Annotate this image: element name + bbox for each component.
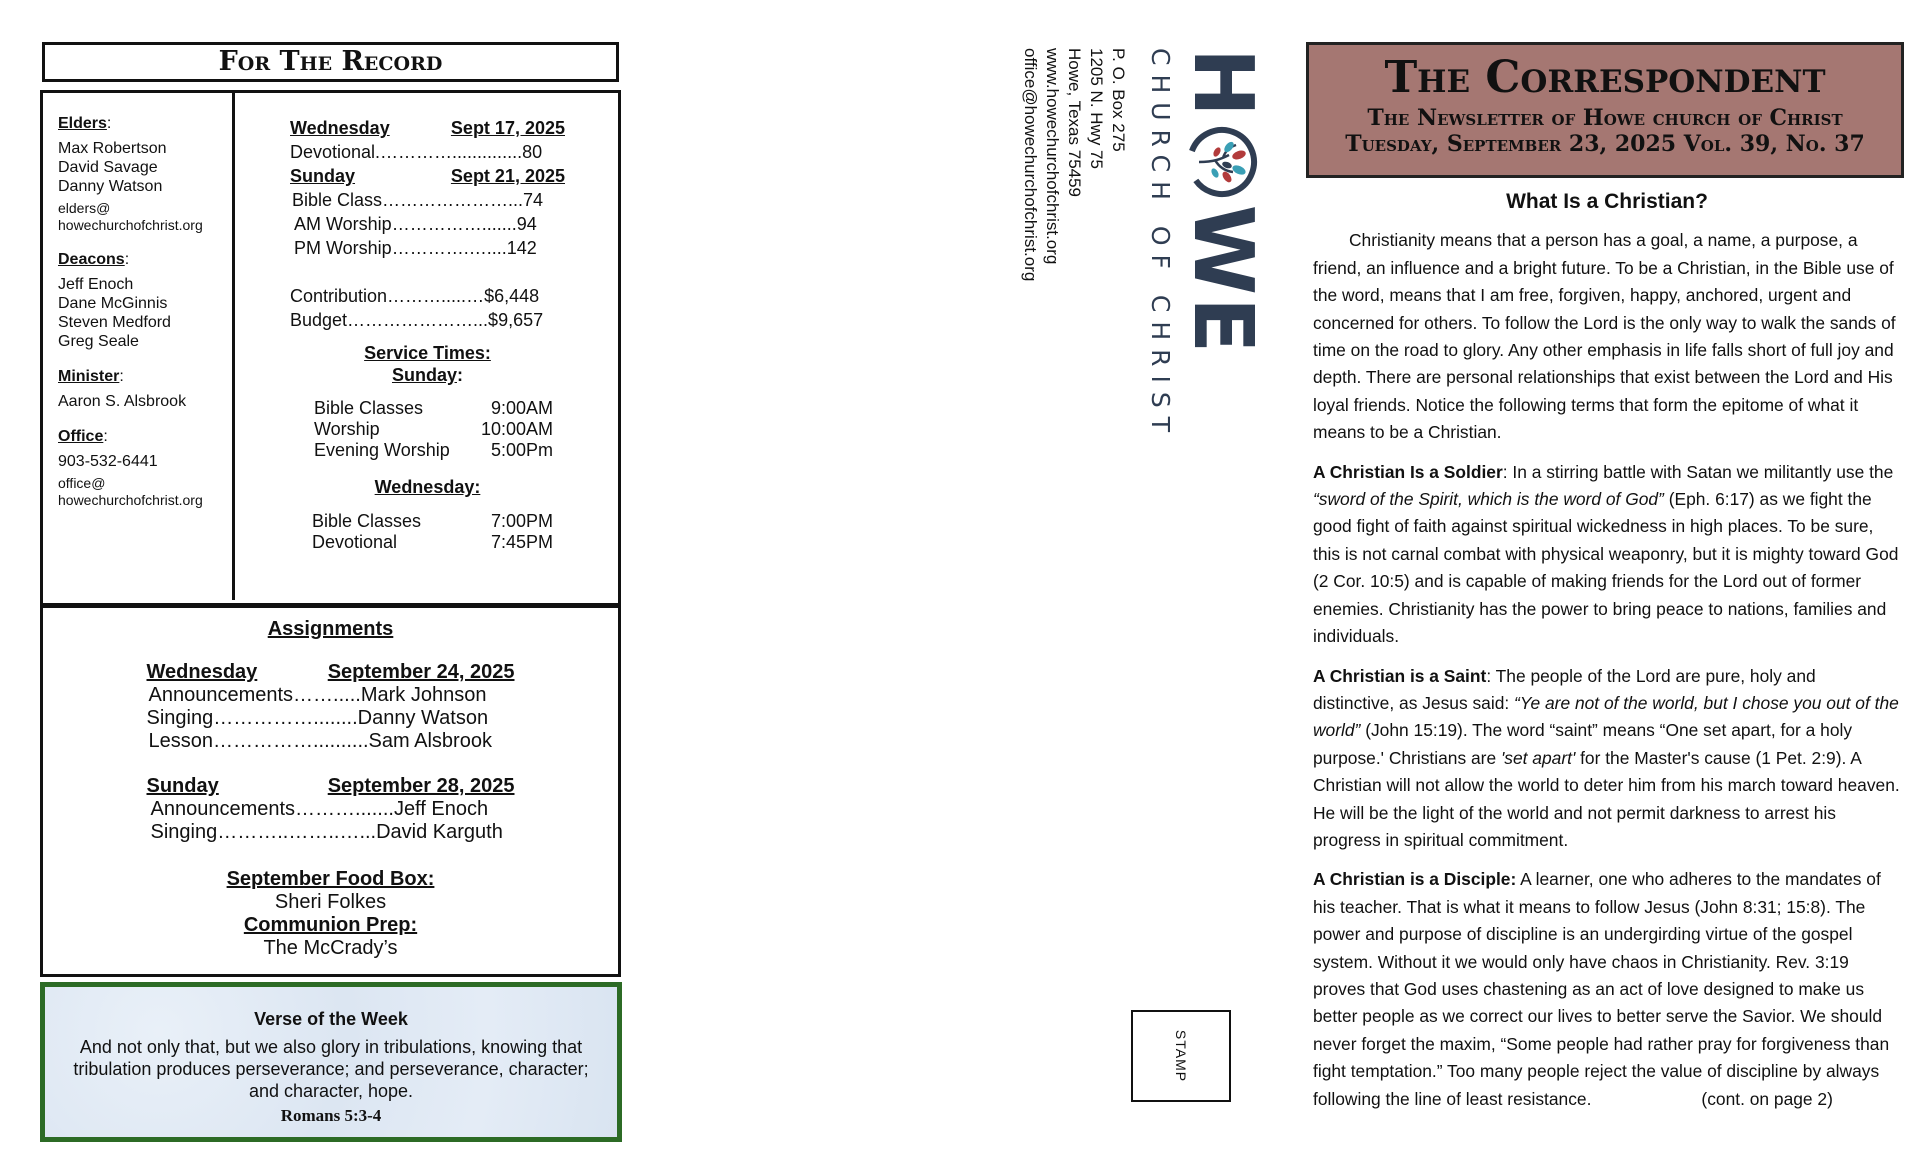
wednesday-service-list (290, 511, 565, 553)
contribution-amount: Contribution……….....…$6,448 (290, 286, 540, 306)
service-row: Bible Classes 9:00AM (314, 398, 553, 418)
logo-letter-h: H (1175, 48, 1270, 119)
continued-note: (cont. on page 2) (1701, 1088, 1833, 1109)
assignment-item: Announcements……….......Jeff Enoch (150, 798, 489, 820)
assignments-title: Assignments (267, 618, 394, 640)
verse-reference: Romans 5:3-4 (280, 1106, 382, 1125)
communion-prep-label: Communion Prep: (243, 914, 418, 936)
service-row: Evening Worship 5:00Pm (314, 440, 553, 460)
elder-name: David Savage (58, 159, 158, 176)
service-row: Devotional 7:45PM (312, 532, 553, 552)
email-line: office@howechurchofchrist.org (1021, 48, 1040, 282)
deacon-name: Jeff Enoch (58, 276, 134, 293)
service-row: Worship 10:00AM (314, 419, 553, 439)
masthead (1306, 42, 1904, 178)
stamp-label: STAMP (1173, 1029, 1189, 1083)
for-the-record-title: For The Record (42, 42, 619, 82)
assign-sunday-header: Sunday September 28, 2025 (146, 775, 515, 797)
attendance-column: Wednesday Sept 17, 2025 Devotional.…………..............80 Sunday Sept 21, 2025 Bible Class…………………...74 AM Worship…………….......94 PM Worship………….…....142 Contribution……….....…$6,448 Budget…………………...$9,657 Service Times: Sunday: Bible Classes 9:00AM Worship 10:00AM Evening Worship 5:00Pm Wednesday: Bible Classes 7:00PM Devotional 7:45PM (290, 118, 565, 552)
deacon-name: Greg Seale (58, 333, 139, 350)
tree-logo-icon (1185, 125, 1259, 199)
article-title: What Is a Christian? (1506, 190, 1708, 213)
leadership-column: Elders: Max Robertson David Savage Danny Watson elders@ howechurchofchrist.org Deacons: Jeff Enoch Dane McGinnis Steven Medford Greg Seale Minister: Aaron S. Alsbrook Office: 903-532-6441 office@ howechurchofchrist.org (58, 114, 228, 509)
elders-email-line2: howechurchofchrist.org (58, 217, 203, 233)
deacon-name: Dane McGinnis (58, 295, 168, 312)
elders-label: Elders (58, 115, 107, 132)
elders-email-line1: elders@ (58, 200, 111, 216)
office-email-line1: office@ (58, 475, 106, 491)
address-line: Howe, Texas 75459 (1065, 48, 1084, 198)
assignment-item: Announcements…….....Mark Johnson (148, 684, 487, 706)
pm-worship-count: PM Worship………….…....142 (294, 238, 537, 258)
service-times-title: Service Times: (364, 343, 491, 363)
website-line: www.howechurchofchrist.org (1043, 48, 1062, 265)
deacons-label: Deacons (58, 251, 125, 268)
sunday-attendance-header: Sunday Sept 21, 2025 (290, 166, 565, 186)
office-label: Office (58, 428, 104, 445)
address-line: P. O. Box 275 (1109, 48, 1128, 152)
bible-class-count: Bible Class…………………...74 (292, 190, 544, 210)
assign-wednesday-header: Wednesday September 24, 2025 (146, 661, 515, 683)
elder-name: Max Robertson (58, 140, 167, 157)
am-worship-count: AM Worship…………….......94 (294, 214, 537, 234)
article-paragraph-disciple: A Christian is a Disciple: A learner, one who adheres to the mandates of his teacher. That is what it means to follow Jesus (John 8:31; 15:8). The power and purpose of discipline is an undergirding virtue of the gospel system. Without it we would only have chaos in Christianity. Rev. 3:19 proves that God uses chastening as an act of love designed to make us better people as we correct our lives to better serve the Savior. We should never forget the maxim, “Some people had rather pray for forgiveness than fight temptation.” Too many people reject the value of discipline by always following the line of least resistance. (cont. on page 2) (1313, 869, 1890, 1109)
food-box-name: Sheri Folkes (274, 891, 387, 913)
newsletter-title: The Correspondent (1384, 52, 1826, 103)
mailing-panel (1017, 48, 1270, 488)
return-address (1019, 48, 1129, 281)
logo-letters-we: WE (1175, 204, 1270, 356)
assignments-box (40, 605, 621, 977)
wednesday-attendance-header: Wednesday Sept 17, 2025 (290, 118, 565, 138)
sunday-service-list (290, 398, 565, 461)
assignment-item: Singing……………........Danny Watson (146, 707, 489, 729)
minister-name: Aaron S. Alsbrook (58, 393, 187, 410)
article-intro: Christianity means that a person has a goal, a name, a purpose, a friend, an influence and a bright future. To be a Christian, in the Bible use of the word, means that I am free, forgiven, happy, anchored, urgent and concerned for others. To follow the Lord is the only way to walk the sands of time on the road to glory. Any other emphasis in life falls short of full joy and depth. There are personal relationships that exist between the Lord and His loyal friends. Notice the following terms that form the epitome of what it means to be a Christian. (1313, 230, 1896, 443)
article-paragraph-soldier: A Christian Is a Soldier: In a stirring battle with Satan we militantly use the “sword of the Spirit, which is the word of God” (Eph. 6:17) as we fight the good fight of faith against spiritual wickedness in high places. To be sure, this is not carnal combat with physical weaponry, but it is mighty toward God (2 Cor. 10:5) and is capable of making friends for the Lord out of former enemies. Christianity has the power to bring peace to nations, families and individuals. (1313, 461, 1899, 647)
issue-line: Tuesday, September 23, 2025 Vol. 39, No. 37 (1345, 131, 1865, 157)
devotional-count: Devotional.…………..............80 (290, 142, 543, 162)
stamp-box (1131, 1010, 1231, 1102)
deacon-name: Steven Medford (58, 314, 171, 331)
article (1313, 188, 1901, 1125)
record-divider (232, 92, 235, 600)
budget-amount: Budget…………………...$9,657 (290, 310, 544, 330)
address-line: 1205 N. Hwy 75 (1087, 48, 1106, 169)
service-sunday-label: Sunday (391, 365, 457, 385)
office-email-line2: howechurchofchrist.org (58, 492, 203, 508)
assignment-item: Lesson……………..........Sam Alsbrook (148, 730, 492, 752)
assignment-item: Singing………..……..…...David Karguth (150, 821, 503, 843)
logo-subtitle: CHURCH OF CHRIST (1146, 48, 1175, 442)
howe-logo-wordmark (1175, 48, 1270, 356)
food-box-label: September Food Box: (226, 868, 435, 890)
verse-text: And not only that, but we also glory in tribulations, knowing that tribulation produces perseverance; and perseverance, character; and character, hope. (73, 1037, 589, 1101)
verse-title: Verse of the Week (254, 1009, 408, 1029)
minister-label: Minister (58, 368, 120, 385)
newsletter-subtitle: The Newsletter of Howe church of Christ (1367, 105, 1843, 131)
article-paragraph-saint: A Christian is a Saint: The people of the Lord are pure, holy and distinctive, as Jesus said: “Ye are not of the world, but I chose you out of the world” (John 15:19). The word “saint” means “One set apart, for a holy purpose.' Christians are 'set apart' for the Master's cause (1 Pet. 2:9). A Christian will not allow the world to deter him from his march toward heaven. He will be the light of the world and not permit darkness to arrest his progress in spiritual commitment. (1313, 665, 1900, 850)
verse-of-the-week-box (40, 982, 622, 1142)
communion-prep-name: The McCrady’s (263, 937, 398, 959)
office-phone: 903-532-6441 (58, 453, 158, 470)
service-wednesday-label: Wednesday: (374, 477, 481, 497)
service-row: Bible Classes 7:00PM (312, 511, 553, 531)
elder-name: Danny Watson (58, 178, 163, 195)
